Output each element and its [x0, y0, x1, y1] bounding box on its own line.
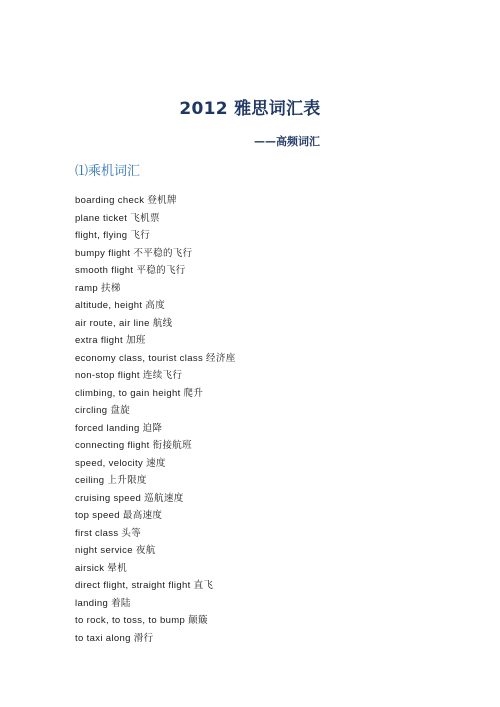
- vocab-entry: smooth flight 平稳的飞行: [75, 265, 186, 276]
- vocab-entry: cruising speed 巡航速度: [75, 492, 184, 504]
- vocab-entry: ramp 扶梯: [75, 282, 121, 294]
- document-title: 2012 雅思词汇表: [179, 99, 321, 119]
- vocab-entry: flight, flying 飞行: [75, 230, 151, 241]
- vocab-entry: economy class, tourist class 经济座: [75, 352, 236, 364]
- vocab-entry: to rock, to toss, to bump 颠簸: [75, 615, 208, 626]
- vocab-entry: boarding check 登机牌: [75, 195, 177, 206]
- vocab-entry: climbing, to gain height 爬升: [75, 387, 204, 399]
- vocab-entry: connecting flight 衔接航班: [75, 440, 192, 451]
- vocab-entry: direct flight, straight flight 直飞: [75, 580, 214, 591]
- vocab-entry: top speed 最高速度: [75, 510, 163, 521]
- vocab-entry: altitude, height 高度: [75, 300, 166, 311]
- vocab-entry: night service 夜航: [75, 545, 156, 556]
- section-heading: ⑴乘机词汇: [75, 164, 141, 179]
- vocab-entry: non-stop flight 连续飞行: [75, 370, 183, 381]
- vocab-entry: circling 盘旋: [75, 405, 131, 416]
- vocab-entry: ceiling 上升限度: [75, 475, 147, 486]
- vocab-entry: plane ticket 飞机票: [75, 212, 160, 224]
- document-subtitle: ——高频词汇: [254, 135, 320, 148]
- vocab-entry: bumpy flight 不平稳的飞行: [75, 247, 193, 259]
- vocab-entry: landing 着陆: [75, 597, 131, 609]
- vocab-entry: forced landing 迫降: [75, 422, 163, 434]
- vocab-entry: first class 头等: [75, 527, 142, 539]
- vocab-entry: airsick 晕机: [75, 562, 128, 574]
- vocab-list: [75, 192, 236, 647]
- vocab-entry: air route, air line 航线: [75, 317, 173, 329]
- vocab-entry: speed, velocity 速度: [75, 457, 166, 469]
- vocab-entry: to taxi along 滑行: [75, 632, 154, 644]
- vocab-entry: extra flight 加班: [75, 335, 146, 346]
